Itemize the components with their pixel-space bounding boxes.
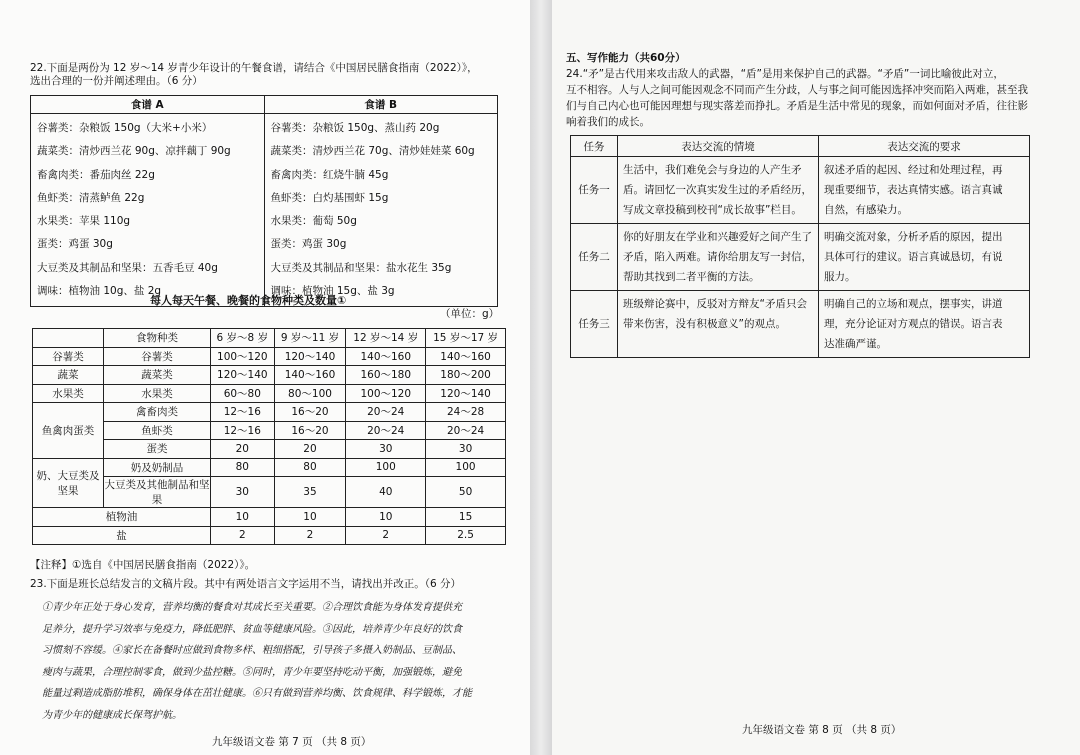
section-title: 五、写作能力（共60分） [566, 52, 686, 64]
amount-cell: 20～24 [426, 421, 506, 440]
menu-a-item: 畜禽肉类：番茄肉丝 22g [37, 168, 155, 181]
menu-b-item: 蔬菜类：清炒西兰花 70g、清炒娃娃菜 60g [270, 145, 475, 158]
menu-a-item: 谷薯类：杂粮饭 150g（大米+小米） [37, 122, 213, 134]
amount-cell: 10 [211, 508, 275, 527]
amount-cell: 10 [274, 508, 346, 527]
requirement-line: 服力。 [824, 271, 856, 283]
food-name: 奶及奶制品 [104, 458, 211, 477]
situation-line: 班级辩论赛中，反驳对方辩友“矛盾只会 [623, 298, 807, 310]
q24-line: 24.“矛”是古代用来攻击敌人的武器，“盾”是用来保护自己的武器。“矛盾”一词比喻彼此对立， [566, 68, 1004, 80]
writing-tasks-table [570, 135, 1030, 358]
table-title: 每人每天午餐、晚餐的食物种类及数量① [150, 294, 347, 307]
situation-line: 带来伤害，没有积极意义”的观点。 [623, 318, 786, 330]
situation-line: 矛盾，陷入两难。请你给朋友写一封信， [623, 251, 812, 263]
situation-line: 生活中，我们难免会与身边的人产生矛 [623, 164, 802, 176]
amount-cell: 24～28 [426, 403, 506, 422]
table-row [33, 458, 506, 477]
amount-cell: 80～100 [274, 384, 346, 403]
food-amount-table [32, 328, 506, 545]
table-row [33, 477, 506, 508]
food-name: 禽畜肉类 [104, 403, 211, 422]
table-row [33, 366, 506, 385]
q23-line: ①青少年正处于身心发育，营养均衡的餐食对其成长至关重要。②合理饮食能为身体发育提供充 [42, 602, 462, 613]
tasks-column-header: 表达交流的情境 [618, 136, 819, 157]
column-header: 6 岁～8 岁 [211, 329, 275, 348]
menu-table [30, 95, 498, 307]
table-header-row [33, 329, 506, 348]
table-row [33, 403, 506, 422]
task-requirement [819, 157, 1030, 224]
exam-page-8 [552, 0, 1080, 755]
q22-line: 22.下面是两份为 12 岁～14 岁青少年设计的午餐食谱，请结合《中国居民膳食指南（2022）》， [30, 62, 478, 74]
menu-a-header: 食谱 A [31, 96, 265, 114]
question-24 [566, 66, 1066, 130]
amount-cell: 15 [426, 508, 506, 527]
amount-cell: 120～140 [426, 384, 506, 403]
requirement-line: 具体可行的建议。语言真诚恳切，有说 [824, 251, 1003, 263]
unit-label: （单位：g） [440, 308, 500, 320]
situation-line: 盾。请回忆一次真实发生过的矛盾经历， [623, 184, 812, 196]
menu-a-item: 蛋类：鸡蛋 30g [37, 238, 113, 251]
question-23: 23.下面是班长总结发言的文稿片段。其中有两处语言文字运用不当，请找出并改正。（6 分） [30, 578, 461, 590]
task-name: 任务二 [571, 224, 618, 291]
amount-cell: 20 [211, 440, 275, 459]
requirement-line: 明确交流对象，分析矛盾的原因，提出 [824, 231, 1003, 243]
group-cell: 鱼禽肉蛋类 [33, 403, 104, 459]
amount-cell: 20 [274, 440, 346, 459]
amount-cell: 140～160 [346, 347, 426, 366]
menu-a-item: 调味：植物油 10g、盐 2g [37, 285, 162, 298]
question-22 [30, 60, 510, 89]
amount-cell: 2.5 [426, 526, 506, 545]
page-fold [530, 0, 552, 755]
situation-line: 写成文章投稿到校刊“成长故事”栏目。 [623, 204, 802, 216]
q23-line: 习惯刻不容缓。④家长在备餐时应做到食物多样、粗细搭配，引导孩子多摄入奶制品、豆制品、 [42, 645, 462, 656]
note: 【注释】①选自《中国居民膳食指南（2022）》。 [30, 559, 256, 571]
q23-line: 能量过剩造成脂肪堆积，确保身体在茁壮健康。⑥只有做到营养均衡、饮食规律、科学锻炼，才能 [42, 688, 472, 699]
amount-cell: 16～20 [274, 421, 346, 440]
exam-page-7 [0, 0, 530, 755]
table-row [33, 384, 506, 403]
requirement-line: 达准确严谨。 [824, 338, 887, 350]
amount-cell: 12～16 [211, 421, 275, 440]
q22-line: 选出合理的一份并阐述理由。（6 分） [30, 75, 203, 87]
menu-b-item: 谷薯类：杂粮饭 150g、蒸山药 20g [270, 122, 440, 134]
group-cell: 蔬菜 [33, 366, 104, 385]
task-requirement [819, 224, 1030, 291]
column-header: 12 岁～14 岁 [346, 329, 426, 348]
group-cell: 谷薯类 [33, 347, 104, 366]
q23-line: 为青少年的健康成长保驾护航。 [42, 709, 182, 721]
task-name: 任务三 [571, 291, 618, 358]
menu-a-item: 大豆类及其制品和坚果：五香毛豆 40g [37, 261, 218, 274]
food-name: 水果类 [104, 384, 211, 403]
page-footer: 九年级语文卷 第 8 页 （共 8 页） [742, 724, 902, 736]
amount-cell: 2 [211, 526, 275, 545]
q24-line: 响着我们的成长。 [566, 116, 650, 128]
requirement-line: 明确自己的立场和观点，摆事实，讲道 [824, 298, 1003, 310]
amount-cell: 40 [346, 477, 426, 508]
amount-cell: 50 [426, 477, 506, 508]
requirement-line: 自然，有感染力。 [824, 204, 908, 216]
tasks-column-header: 任务 [571, 136, 618, 157]
food-name: 大豆类及其他制品和坚果 [104, 477, 211, 508]
amount-cell: 80 [211, 458, 275, 477]
amount-cell: 100～120 [346, 384, 426, 403]
group-header [33, 329, 104, 348]
requirement-line: 现重要细节，表达真情实感。语言真诚 [824, 184, 1003, 196]
table-row [33, 440, 506, 459]
food-name: 蛋类 [104, 440, 211, 459]
situation-line: 帮助其找到二者平衡的方法。 [623, 271, 760, 283]
tasks-header-row [571, 136, 1030, 157]
menu-b-item: 调味：植物油 15g、盐 3g [270, 285, 395, 298]
table-row [33, 526, 506, 545]
column-header: 9 岁～11 岁 [274, 329, 346, 348]
situation-line: 你的好朋友在学业和兴趣爱好之间产生了 [623, 231, 812, 243]
food-name: 蔬菜类 [104, 366, 211, 385]
q23-passage [42, 597, 512, 726]
task-name: 任务一 [571, 157, 618, 224]
menu-b-item: 鱼虾类：白灼基围虾 15g [270, 191, 389, 204]
table-row [33, 508, 506, 527]
menu-a-item: 鱼虾类：清蒸鲈鱼 22g [37, 191, 145, 204]
amount-cell: 80 [274, 458, 346, 477]
amount-cell: 120～140 [211, 366, 275, 385]
amount-cell: 140～160 [426, 347, 506, 366]
menu-b-item: 蛋类：鸡蛋 30g [270, 238, 347, 251]
amount-cell: 180～200 [426, 366, 506, 385]
food-name: 盐 [33, 526, 211, 545]
tasks-column-header: 表达交流的要求 [819, 136, 1030, 157]
amount-cell: 160～180 [346, 366, 426, 385]
requirement-line: 理，充分论证对方观点的错误。语言表 [824, 318, 1003, 330]
food-name: 谷薯类 [104, 347, 211, 366]
task-situation [618, 224, 819, 291]
amount-cell: 100～120 [211, 347, 275, 366]
column-header: 15 岁～17 岁 [426, 329, 506, 348]
amount-cell: 30 [211, 477, 275, 508]
menu-b-header: 食谱 B [264, 96, 498, 114]
food-name: 植物油 [33, 508, 211, 527]
amount-cell: 30 [426, 440, 506, 459]
page-footer: 九年级语文卷 第 7 页 （共 8 页） [212, 736, 372, 748]
amount-cell: 2 [346, 526, 426, 545]
food-name: 鱼虾类 [104, 421, 211, 440]
amount-cell: 16～20 [274, 403, 346, 422]
amount-cell: 140～160 [274, 366, 346, 385]
requirement-line: 叙述矛盾的起因、经过和处理过程，再 [824, 164, 1003, 176]
amount-cell: 20～24 [346, 421, 426, 440]
amount-cell: 60～80 [211, 384, 275, 403]
table-row [33, 421, 506, 440]
task-row [571, 157, 1030, 224]
menu-a-item: 水果类：苹果 110g [37, 215, 131, 228]
task-situation [618, 157, 819, 224]
table-row [33, 347, 506, 366]
q24-line: 互不相容。人与人之间可能因观念不同而产生分歧，人与事之间可能因选择冲突而陷入两难，甚至我 [566, 84, 1028, 96]
menu-a [31, 114, 265, 307]
q24-line: 们与自己内心也可能因理想与现实落差而挣扎。矛盾是生活中常见的现象，而如何面对矛盾，往往影 [566, 100, 1028, 112]
q23-line: 足养分，提升学习效率与免疫力，降低肥胖、贫血等健康风险。③因此，培养青少年良好的饮食 [42, 623, 462, 635]
amount-cell: 12～16 [211, 403, 275, 422]
menu-b-item: 水果类：葡萄 50g [270, 215, 357, 228]
column-header: 食物种类 [104, 329, 211, 348]
q23-line: 瘦肉与蔬果，合理控制零食，做到少盐控糖。⑤同时，青少年要坚持吃动平衡，加强锻炼，避免 [42, 666, 462, 678]
amount-cell: 20～24 [346, 403, 426, 422]
amount-cell: 100 [346, 458, 426, 477]
task-row [571, 291, 1030, 358]
amount-cell: 35 [274, 477, 346, 508]
task-requirement [819, 291, 1030, 358]
group-cell: 奶、大豆类及坚果 [33, 458, 104, 508]
amount-cell: 2 [274, 526, 346, 545]
menu-b-item: 大豆类及其制品和坚果：盐水花生 35g [270, 261, 452, 274]
menu-a-item: 蔬菜类：清炒西兰花 90g、凉拌藕丁 90g [37, 145, 231, 158]
amount-cell: 30 [346, 440, 426, 459]
amount-cell: 100 [426, 458, 506, 477]
task-situation [618, 291, 819, 358]
group-cell: 水果类 [33, 384, 104, 403]
menu-b-item: 畜禽肉类：红烧牛腩 45g [270, 168, 389, 181]
amount-cell: 120～140 [274, 347, 346, 366]
task-row [571, 224, 1030, 291]
amount-cell: 10 [346, 508, 426, 527]
menu-b [264, 114, 498, 307]
